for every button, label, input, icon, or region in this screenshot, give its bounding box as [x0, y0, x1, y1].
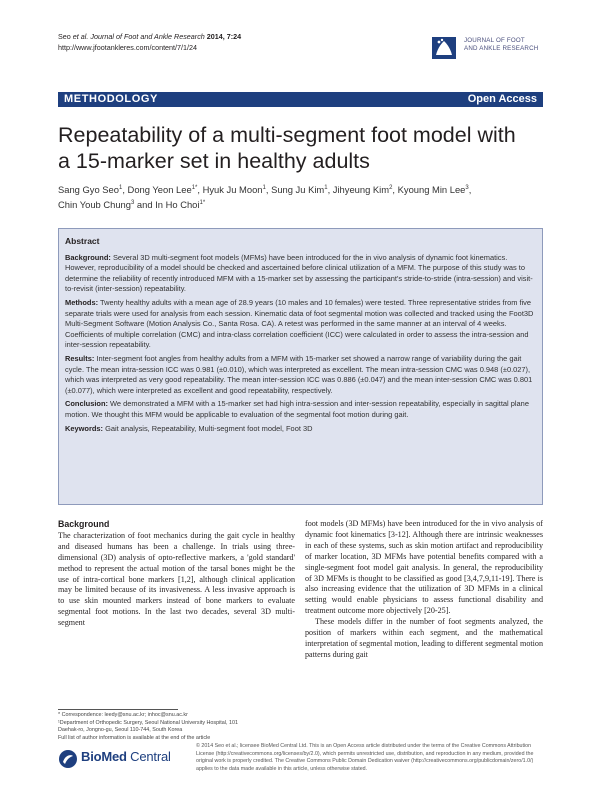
background-heading: Background [58, 519, 110, 529]
affiliation-line: ¹Department of Orthopedic Surgery, Seoul National University Hospital, 101 [58, 719, 238, 726]
body-column-right [305, 519, 543, 661]
correspondence: * Correspondence: leedy@snu.ac.kr; inhoc@snu.ac.kr [58, 712, 188, 718]
abstract-heading: Abstract [65, 236, 100, 246]
author-short: Seo [58, 32, 73, 41]
author-affil: 1* [191, 185, 198, 191]
license-text: © 2014 Seo et al.; licensee BioMed Central Ltd. This is an Open Access article distributed under the terms of the Creative Commons Attribution License (http://creativecommons.org/licenses/by/2.0), which permits unrestricted use, distribution, and reproduction in any medium, provided the original work is properly credited. The Creative Commons Public Domain Dedication waiver (http://creativecommons.org/publicdomain/zero/1.0/) applies to the data made available in this article, unless otherwise stated. [196, 743, 534, 772]
footnote-divider [58, 709, 178, 710]
abstract-background-label: Background: [65, 252, 111, 262]
abstract-results-text: Inter-segment foot angles from healthy adults from a MFM with 15-marker set showed a narrow range of variability during the gait cycle. The mean intra-session ICC was 0.981 (±0.010), which was interpreted as excellent. The mean intra-session CMC was 0.948 (±0.027), which was interpreted as very good repeatability. The mean inter-session ICC was 0.886 (±0.047) and the mean inter-session CMC was 0.801 (±0.077), which were interpreted as excellent and good repeatability, respectively. [65, 353, 533, 395]
author-name: Sung Ju Kim [271, 184, 325, 196]
title-line-1: Repeatability of a multi-segment foot model with [58, 123, 516, 147]
author-affil: 3 [130, 199, 135, 206]
footprint-logo-icon [430, 33, 460, 63]
abstract-keywords-label: Keywords: [65, 423, 104, 433]
abstract-results [65, 354, 535, 396]
author-affil: 3 [465, 185, 469, 191]
author-name: Hyuk Ju Moon [202, 184, 263, 196]
journal-logo [430, 33, 545, 69]
author-name: Sang Gyo Seo [58, 184, 119, 196]
title-line-2: a 15-marker set in healthy adults [58, 149, 370, 173]
journal-logo-line1: JOURNAL OF FOOT [464, 37, 525, 44]
author-name: Dong Yeon Lee [127, 184, 192, 196]
abstract-keywords [65, 424, 535, 435]
et-al: et al. [72, 32, 89, 41]
author-affil: 1 [324, 185, 328, 191]
abstract-methods-text: Twenty healthy adults with a mean age of 28.9 years (10 males and 10 females) were tested. Three representative strides from five separate trials were used for analysis from each session. Kinematic data of foot segmental motion was collected and tracked using the Foot3D Multi-Segment Software (Motion Analysis Co., Santa Rosa. CA). A retest was performed in the same manner at an interval of 4 weeks. Coefficients of multiple correlation (CMC) and intra-class correlation coefficient (ICC) were calculated in order to assess the intra-session and inter-session repeatability. [65, 297, 534, 350]
author-affil: 1 [262, 185, 266, 191]
bmc-logo-bold: BioMed [81, 749, 127, 764]
author-affil: 2 [389, 185, 393, 191]
author-name: In Ho Choi [155, 198, 200, 210]
citation-header [58, 32, 241, 53]
abstract-background [65, 253, 535, 295]
journal-name: Journal of Foot and Ankle Research [88, 32, 207, 41]
abstract-methods [65, 298, 535, 351]
author-name: Chin Youb Chung [58, 198, 131, 210]
author-affil: 1 [118, 185, 123, 191]
article-url[interactable]: http://www.jfootankleres.com/content/7/1/24 [58, 42, 198, 52]
author-affil: 1* [199, 199, 206, 206]
abstract-box [58, 228, 543, 505]
abstract-methods-label: Methods: [65, 297, 99, 307]
abstract-background-text: Several 3D multi-segment foot models (MFMs) have been introduced for the in vivo analysis of dynamic foot kinematics. However, reproducibility of a model should be checked and ascertained before clinical utilization of a MFM. The purpose of this study was to determine the reliability of recently introduced MFM with a 15-marker set by assessing the participant's stride-to-stride (intra-session) and visit-to-revisit (inter-session) repeatability. [65, 252, 533, 294]
author-name: Jihyeung Kim [332, 184, 390, 196]
open-access-label: Open Access [467, 93, 537, 105]
footnote [58, 712, 298, 742]
author-list: Sang Gyo Seo$^1$, Dong Yeon Lee$^{1*}$, Hyuk Ju Moon$^1$, Sung Ju Kim$^1$, Jihyeung Kim$^2$, Kyoung Min Lee$^3$, Chin Youb Chung$^3$ and In Ho Choi$^{1*}$ [58, 184, 472, 210]
author-info-note: Full list of author information is available at the end of the article [58, 734, 211, 741]
abstract-results-label: Results: [65, 353, 95, 363]
abstract-conclusion [65, 399, 535, 420]
body-paragraph: These models differ in the number of foot segments analyzed, the position of markers within each segment, and the mathematical interpretation of segmental motion, leading to different segmental motion patterns during gait [305, 617, 543, 659]
body-paragraph: foot models (3D MFMs) have been introduced for the in vivo analysis of dynamic foot kinematics [3-12]. Although there are intrinsic weaknesses in each of these systems, such as skin motion artifact and reproducibility of marker location, 3D MFMs have potential benefits compared with a single-segment foot model gait analysis. In general, the reproducibility of 3D MFMs is thought to be classified as good [3,4,7,9,11-19]. There is also increasing evidence that the utilization of 3D MFMs in a clinical setting would enable physicians to assess functional disability and treatment outcome more objectively [20-25]. [305, 519, 543, 616]
affiliation-line: Daehak-ro, Jongno-gu, Seoul 110-744, South Korea [58, 727, 183, 734]
author-name: Kyoung Min Lee [397, 184, 466, 196]
year-volume: 2014, 7:24 [206, 32, 242, 41]
biomed-central-logo [58, 748, 176, 770]
abstract-keywords-text: Gait analysis, Repeatability, Multi-segment foot model, Foot 3D [103, 423, 313, 433]
section-bar [58, 92, 543, 107]
abstract-conclusion-label: Conclusion: [65, 399, 108, 409]
bmc-logo-regular: Central [126, 749, 171, 764]
body-paragraph: The characterization of foot mechanics during the gait cycle in healthy and diseased humans has been a challenge. In trials using three-dimensional (3D) analysis of opto-reflective markers, a 'gold standard' method to represent the actual motion of the tarsal bones might be the use of intra-cortical bone markers [1,2], although clinical application may be limited because of its invasiveness. A less invasive approach is to use skin mounted markers instead of bone markers to evaluate segmental foot motions. In the last two decades, several 3D multi-segment [58, 530, 295, 628]
journal-logo-line2: AND ANKLE RESEARCH [464, 45, 539, 52]
article-type: METHODOLOGY [64, 93, 158, 105]
biomed-central-icon [58, 749, 78, 769]
article-title [58, 122, 538, 174]
body-column-left [58, 519, 295, 629]
abstract-conclusion-text: We demonstrated a MFM with a 15-marker set had high intra-session and inter-session repeatability, especially in sagittal plane motion. We thought this MFM would be applicable to evaluation of the segmental foot motion during gait. [65, 399, 529, 419]
